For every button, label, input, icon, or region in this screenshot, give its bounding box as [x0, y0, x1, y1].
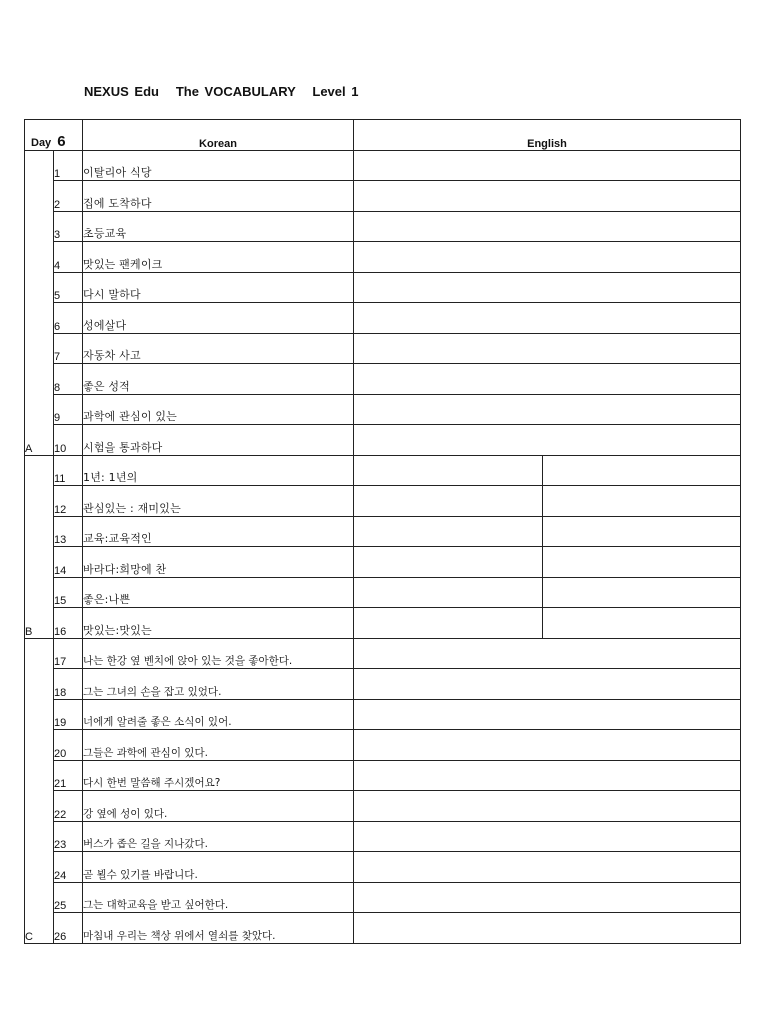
english-answer-cell-left[interactable] — [354, 577, 543, 608]
day-cell — [25, 120, 83, 151]
english-answer-cell-right[interactable] — [543, 486, 741, 517]
table-row — [25, 333, 741, 364]
item-number: 3 — [54, 211, 83, 242]
english-answer-cell[interactable] — [354, 211, 741, 242]
english-answer-cell-right[interactable] — [543, 577, 741, 608]
table-row — [25, 547, 741, 578]
korean-cell: 초등교육 — [83, 211, 354, 242]
korean-cell: 곧 뵐수 있기를 바랍니다. — [83, 852, 354, 883]
item-number: 16 — [54, 608, 83, 639]
table-row — [25, 211, 741, 242]
table-row — [25, 394, 741, 425]
english-answer-cell[interactable] — [354, 791, 741, 822]
table-row — [25, 882, 741, 913]
table-row — [25, 791, 741, 822]
english-answer-cell[interactable] — [354, 669, 741, 700]
table-row — [25, 181, 741, 212]
korean-cell: 너에게 알려줄 좋은 소식이 있어. — [83, 699, 354, 730]
item-number: 23 — [54, 821, 83, 852]
item-number: 22 — [54, 791, 83, 822]
table-row — [25, 364, 741, 395]
table-row — [25, 913, 741, 944]
item-number: 11 — [54, 455, 83, 486]
level-label: Level 1 — [312, 84, 359, 99]
korean-cell: 교육:교육적인 — [83, 516, 354, 547]
korean-cell: 관심있는 : 재미있는 — [83, 486, 354, 517]
english-answer-cell[interactable] — [354, 242, 741, 273]
day-number: 6 — [57, 132, 66, 150]
item-number: 21 — [54, 760, 83, 791]
english-answer-cell[interactable] — [354, 394, 741, 425]
korean-cell: 좋은 성적 — [83, 364, 354, 395]
table-row — [25, 272, 741, 303]
english-answer-cell[interactable] — [354, 303, 741, 334]
korean-column-header: Korean — [83, 120, 354, 151]
english-column-header: English — [354, 120, 741, 151]
table-row — [25, 699, 741, 730]
korean-cell: 좋은:나쁜 — [83, 577, 354, 608]
table-row — [25, 638, 741, 669]
section-label: A — [25, 150, 54, 455]
brand-name: NEXUS Edu — [84, 84, 159, 99]
korean-cell: 그들은 과학에 관심이 있다. — [83, 730, 354, 761]
english-answer-cell-right[interactable] — [543, 516, 741, 547]
korean-cell: 버스가 좁은 길을 지나갔다. — [83, 821, 354, 852]
item-number: 17 — [54, 638, 83, 669]
table-row — [25, 608, 741, 639]
korean-cell: 마침내 우리는 책상 위에서 열쇠를 찾았다. — [83, 913, 354, 944]
korean-cell: 다시 한번 말씀해 주시겠어요? — [83, 760, 354, 791]
english-answer-cell-right[interactable] — [543, 455, 741, 486]
korean-cell: 이탈리아 식당 — [83, 150, 354, 181]
item-number: 18 — [54, 669, 83, 700]
english-answer-cell[interactable] — [354, 730, 741, 761]
day-label: Day — [31, 136, 52, 149]
table-row — [25, 669, 741, 700]
english-answer-cell[interactable] — [354, 913, 741, 944]
item-number: 8 — [54, 364, 83, 395]
english-answer-cell[interactable] — [354, 272, 741, 303]
english-answer-cell[interactable] — [354, 638, 741, 669]
item-number: 12 — [54, 486, 83, 517]
worksheet-title — [84, 84, 358, 99]
item-number: 25 — [54, 882, 83, 913]
table-row — [25, 821, 741, 852]
korean-cell: 집에 도착하다 — [83, 181, 354, 212]
table-row — [25, 577, 741, 608]
item-number: 2 — [54, 181, 83, 212]
english-answer-cell[interactable] — [354, 333, 741, 364]
korean-cell: 바라다:희망에 찬 — [83, 547, 354, 578]
item-number: 13 — [54, 516, 83, 547]
table-row — [25, 760, 741, 791]
table-row — [25, 852, 741, 883]
table-row — [25, 730, 741, 761]
table-row — [25, 516, 741, 547]
item-number: 5 — [54, 272, 83, 303]
english-answer-cell-right[interactable] — [543, 608, 741, 639]
english-answer-cell[interactable] — [354, 821, 741, 852]
english-answer-cell[interactable] — [354, 425, 741, 456]
table-row — [25, 425, 741, 456]
english-answer-cell[interactable] — [354, 852, 741, 883]
book-name: The VOCABULARY — [175, 84, 296, 99]
table-row — [25, 150, 741, 181]
item-number: 6 — [54, 303, 83, 334]
english-answer-cell[interactable] — [354, 181, 741, 212]
korean-cell: 그는 그녀의 손을 잡고 있었다. — [83, 669, 354, 700]
english-answer-cell-left[interactable] — [354, 486, 543, 517]
english-answer-cell-left[interactable] — [354, 608, 543, 639]
section-label: C — [25, 638, 54, 943]
table-row — [25, 242, 741, 273]
english-answer-cell-right[interactable] — [543, 547, 741, 578]
english-answer-cell[interactable] — [354, 760, 741, 791]
korean-cell: 맛있는 팬케이크 — [83, 242, 354, 273]
item-number: 1 — [54, 150, 83, 181]
english-answer-cell-left[interactable] — [354, 455, 543, 486]
section-label: B — [25, 455, 54, 638]
korean-cell: 시험을 통과하다 — [83, 425, 354, 456]
item-number: 15 — [54, 577, 83, 608]
korean-cell: 맛있는:맛있는 — [83, 608, 354, 639]
korean-cell: 1년: 1년의 — [83, 455, 354, 486]
english-answer-cell[interactable] — [354, 882, 741, 913]
korean-cell: 성에살다 — [83, 303, 354, 334]
header-row — [25, 120, 741, 151]
item-number: 10 — [54, 425, 83, 456]
item-number: 24 — [54, 852, 83, 883]
korean-cell: 다시 말하다 — [83, 272, 354, 303]
korean-cell: 자동차 사고 — [83, 333, 354, 364]
english-answer-cell[interactable] — [354, 150, 741, 181]
korean-cell: 나는 한강 옆 벤치에 앉아 있는 것을 좋아한다. — [83, 638, 354, 669]
english-answer-cell-left[interactable] — [354, 516, 543, 547]
item-number: 20 — [54, 730, 83, 761]
item-number: 7 — [54, 333, 83, 364]
english-answer-cell[interactable] — [354, 699, 741, 730]
item-number: 9 — [54, 394, 83, 425]
table-row — [25, 455, 741, 486]
korean-cell: 과학에 관심이 있는 — [83, 394, 354, 425]
korean-cell: 그는 대학교육을 받고 싶어한다. — [83, 882, 354, 913]
vocabulary-table — [24, 119, 741, 944]
item-number: 19 — [54, 699, 83, 730]
english-answer-cell[interactable] — [354, 364, 741, 395]
table-row — [25, 486, 741, 517]
item-number: 4 — [54, 242, 83, 273]
item-number: 14 — [54, 547, 83, 578]
item-number: 26 — [54, 913, 83, 944]
table-row — [25, 303, 741, 334]
korean-cell: 강 옆에 성이 있다. — [83, 791, 354, 822]
english-answer-cell-left[interactable] — [354, 547, 543, 578]
